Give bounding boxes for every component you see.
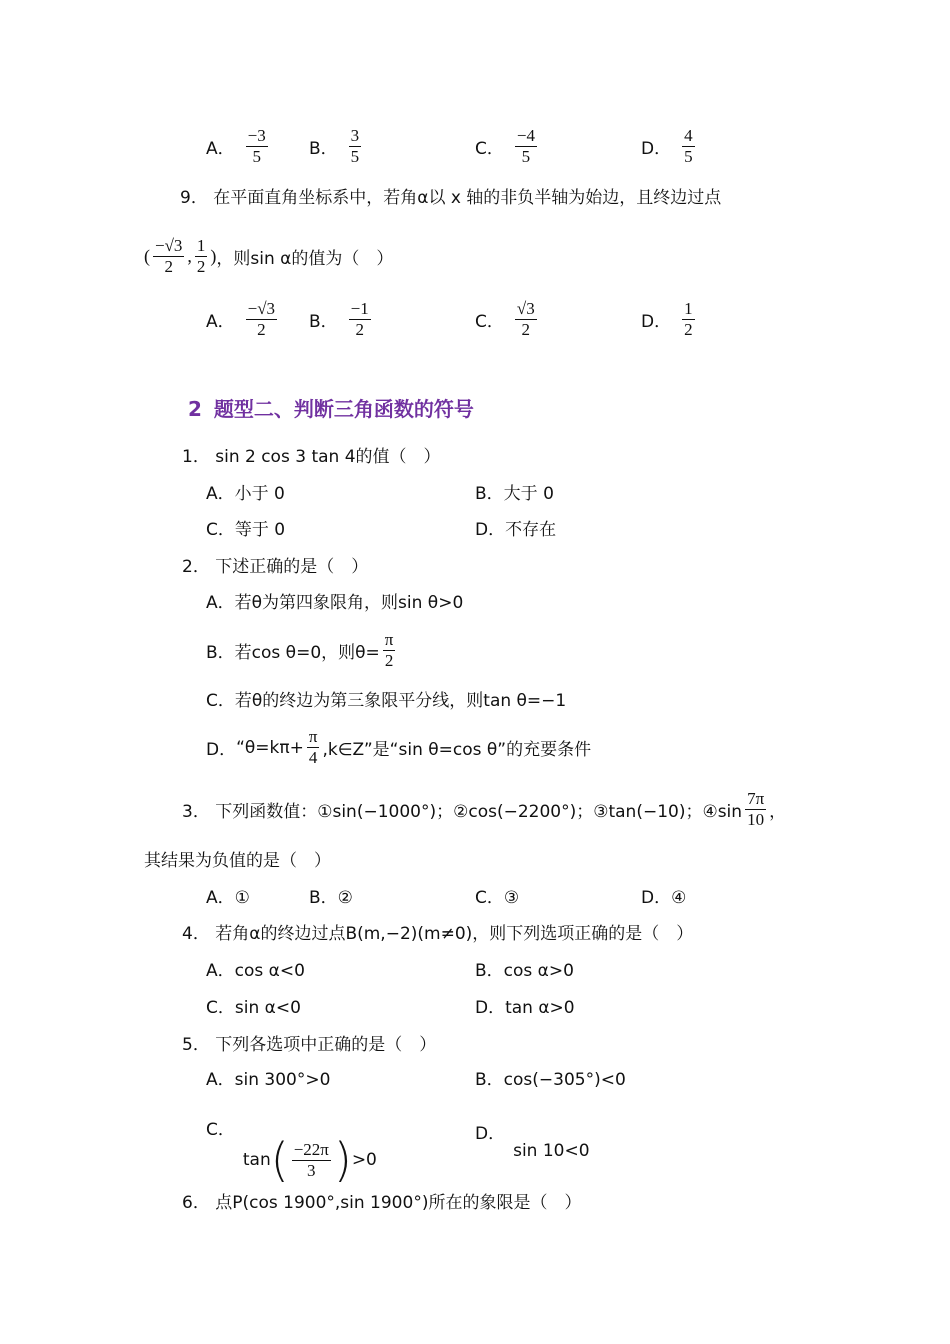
p1-option-d: D．不存在 [475,520,557,540]
p3-option-d: D．④ [641,888,687,908]
p4-option-c: C．sin α<0 [206,998,301,1018]
p4-option-b: B．cos α>0 [475,961,574,981]
p2-option-d: D． “θ=kπ+ $\frac{\pi}{4}$ ,k∈Z”是“sin θ=cos θ”的充要条件 [206,727,592,767]
p6-stem: 6． 点P(cos 1900°,sin 1900°)所在的象限是（ ） [182,1193,582,1213]
p1-option-b: B．大于 0 [475,484,554,504]
p3-option-c: C．③ [475,888,520,908]
p5-option-c: C． tan ( $\frac{-22\pi}{3}$ ) >0 [206,1120,377,1187]
q9-stem-line1: 9． 在平面直角坐标系中，若角α以 x 轴的非负半轴为始边，且终边过点 [180,188,722,208]
p2-option-a: A．若θ为第四象限角，则sin θ>0 [206,593,464,613]
q9-option-a: A． $\frac{-√3}{2}$ [206,299,276,339]
q8-option-b: B． $\frac{3}{5}$ [309,126,360,166]
p5-option-a: A．sin 300°>0 [206,1070,331,1090]
p2-option-b: B． 若cos θ=0，则θ= $\frac{\pi}{2}$ [206,630,394,670]
p2-stem: 2． 下述正确的是（ ） [182,557,369,577]
p3-stem: 3． 下列函数值：①sin(−1000°)；②cos(−2200°)；③tan(−10)；④sin $\frac{7\pi}{10}$ ， [182,789,787,829]
p3-option-b: B．② [309,888,353,908]
p5-stem: 5． 下列各选项中正确的是（ ） [182,1035,437,1055]
p1-stem: 1． sin 2 cos 3 tan 4的值（ ） [182,447,441,467]
p4-option-d: D．tan α>0 [475,998,575,1018]
p4-stem: 4． 若角α的终边过点B(m,−2)(m≠0)，则下列选项正确的是（ ） [182,924,694,944]
p3-stem-line2: 其结果为负值的是（ ） [144,851,331,871]
p5-option-b: B．cos(−305°)<0 [475,1070,626,1090]
q8-option-c: C． $\frac{-4}{5}$ [475,126,535,166]
p4-option-a: A．cos α<0 [206,961,305,981]
q9-option-b: B． $\frac{-1}{2}$ [309,299,369,339]
p3-option-a: A．① [206,888,250,908]
q8-option-d: D． $\frac{4}{5}$ [641,126,693,166]
q9-stem-line2: ( $\frac{-√3}{2}$ , $\frac{1}{2}$ ) ，则sin α的值为（ ） [144,236,394,276]
p5-option-d: D． sin 10<0 [475,1124,590,1161]
section-heading: 2 题型二、判断三角函数的符号 [188,397,474,421]
p1-option-c: C．等于 0 [206,520,286,540]
q9-option-c: C． $\frac{√3}{2}$ [475,299,535,339]
q8-option-a: A． $\frac{-3}{5}$ [206,126,266,166]
p1-option-a: A．小于 0 [206,484,285,504]
p2-option-c: C．若θ的终边为第三象限平分线，则tan θ=−1 [206,691,567,711]
q9-option-d: D． $\frac{1}{2}$ [641,299,693,339]
